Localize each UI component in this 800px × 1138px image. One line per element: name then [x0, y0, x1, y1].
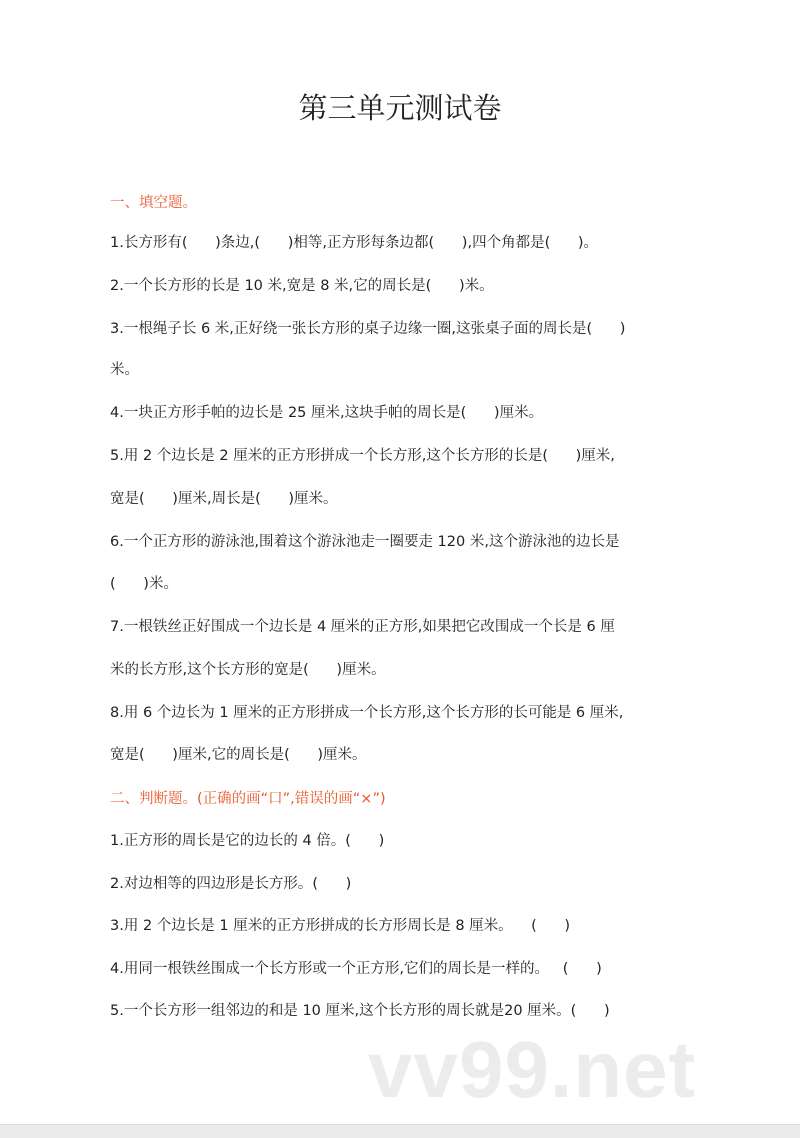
- question-line: 1.长方形有( )条边,( )相等,正方形每条边都( ),四个角都是( )。: [110, 235, 599, 251]
- section-heading-fill-blank: 一、填空题。: [110, 195, 197, 211]
- question-line: 5.用 2 个边长是 2 厘米的正方形拼成一个长方形,这个长方形的长是( )厘米,: [110, 448, 615, 464]
- question-line: 6.一个正方形的游泳池,围着这个游泳池走一圈要走 120 米,这个游泳池的边长是: [110, 534, 620, 550]
- question-line: ( )米。: [110, 576, 178, 592]
- question-line: 2.一个长方形的长是 10 米,宽是 8 米,它的周长是( )米。: [110, 278, 494, 294]
- question-line: 1.正方形的周长是它的边长的 4 倍。( ): [110, 833, 385, 849]
- question-line: 4.用同一根铁丝围成一个长方形或一个正方形,它们的周长是一样的。 ( ): [110, 961, 602, 977]
- page-bottom-edge: [0, 1124, 800, 1138]
- question-line: 5.一个长方形一组邻边的和是 10 厘米,这个长方形的周长就是20 厘米。( ): [110, 1003, 610, 1019]
- question-line: 宽是( )厘米,它的周长是( )厘米。: [110, 747, 367, 763]
- question-line: 4.一块正方形手帕的边长是 25 厘米,这块手帕的周长是( )厘米。: [110, 405, 544, 421]
- question-line: 3.一根绳子长 6 米,正好绕一张长方形的桌子边缘一圈,这张桌子面的周长是( ): [110, 321, 626, 337]
- question-line: 7.一根铁丝正好围成一个边长是 4 厘米的正方形,如果把它改围成一个长是 6 厘: [110, 619, 615, 635]
- question-line: 米。: [110, 362, 139, 378]
- page-title: 第三单元测试卷: [298, 91, 502, 125]
- question-line: 2.对边相等的四边形是长方形。( ): [110, 876, 352, 892]
- watermark: vv99.net: [368, 1025, 697, 1114]
- question-line: 宽是( )厘米,周长是( )厘米。: [110, 491, 338, 507]
- question-line: 3.用 2 个边长是 1 厘米的正方形拼成的长方形周长是 8 厘米。 ( ): [110, 918, 571, 934]
- question-line: 8.用 6 个边长为 1 厘米的正方形拼成一个长方形,这个长方形的长可能是 6 厘米,: [110, 705, 624, 721]
- question-line: 米的长方形,这个长方形的宽是( )厘米。: [110, 662, 386, 678]
- section-heading-true-false: 二、判断题。(正确的画“口”,错误的画“×”): [110, 791, 386, 807]
